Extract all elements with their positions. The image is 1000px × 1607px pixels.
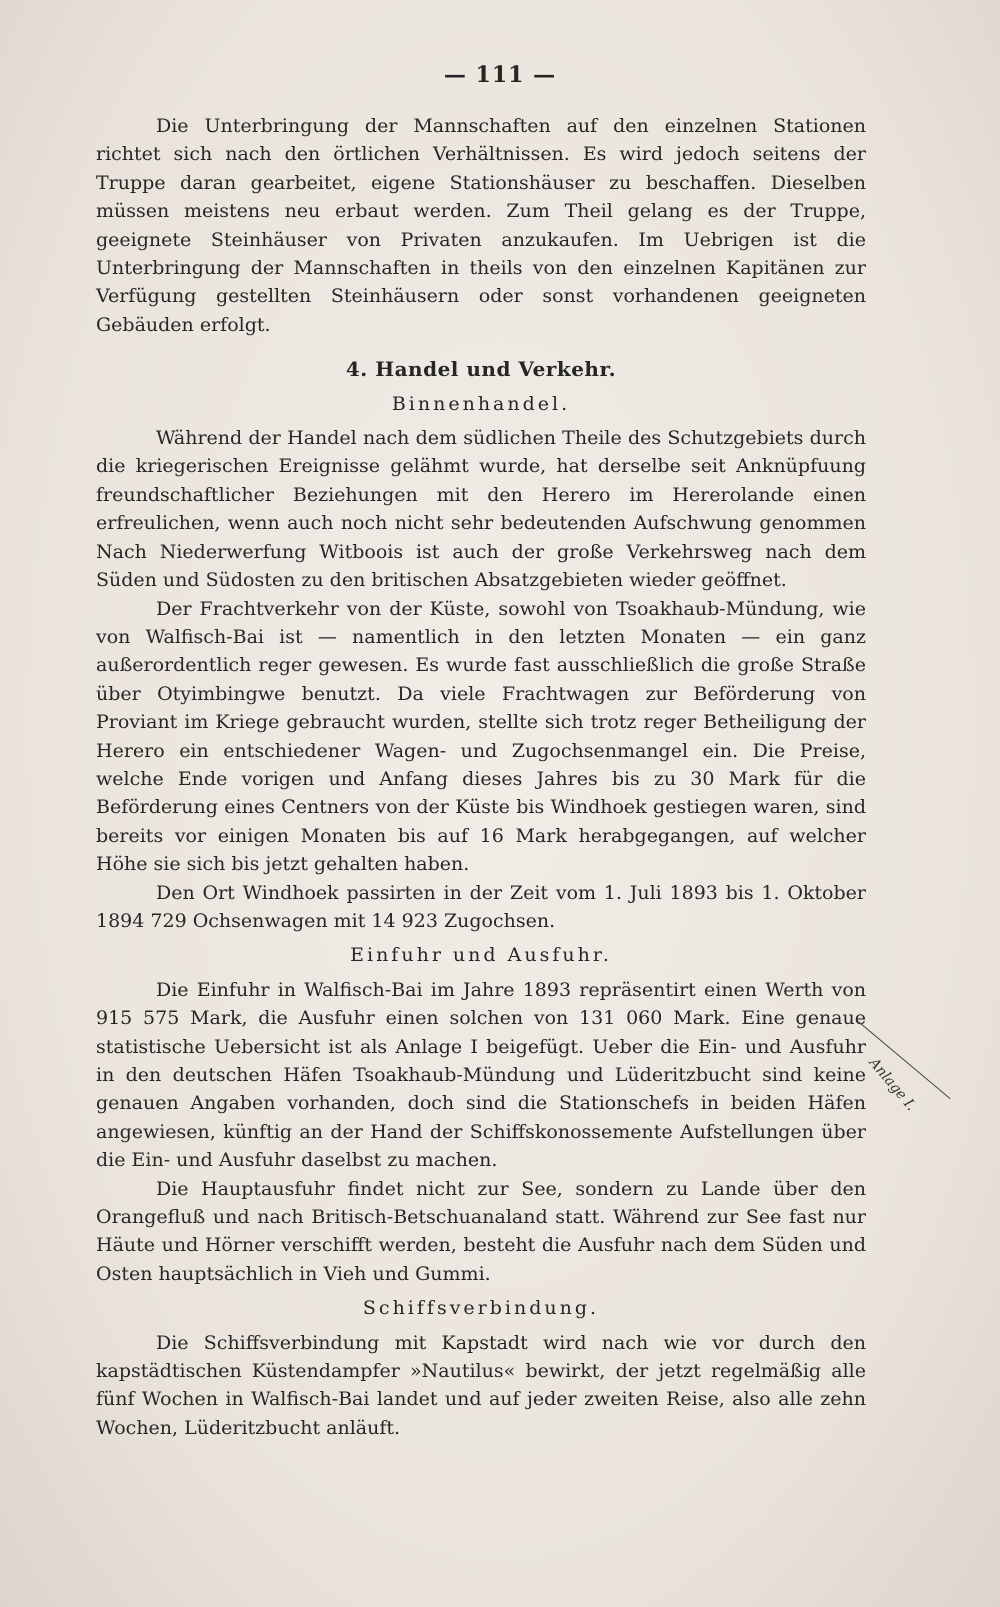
- paragraph-einfuhr: Die Einfuhr in Walfisch-Bai im Jahre 1893 repräsentirt einen Werth von 915 575 Mark, die Ausfuhr einen solchen von 131 060 Mark. Eine genaue statistische Uebersicht ist als Anlage I beigefügt. Ueber die Ein- und Ausfuhr in den deutschen Häfen Tsoakhaub-Mündung und Lüderitzbucht sind keine genauen Angaben vorhanden, doch sind die Stationschefs in beiden Häfen angewiesen, künftig an der Hand der Schiffskonossemente Aufstellungen über die Ein- und Ausfuhr daselbst zu machen.: [96, 978, 866, 1172]
- paragraph-frachtverkehr: Der Frachtverkehr von der Küste, sowohl von Tsoakhaub-Mündung, wie von Walfisch-Bai ist — namentlich in den letzten Monaten — ein ganz außerordentlich reger gewesen. Es wurde fast ausschließlich die große Straße über Otyimbingwe benutzt. Da viele Frachtwagen zur Beförderung von Proviant im Kriege gebraucht wurden, stellte sich trotz reger Betheiligung der Herero ein entschiedener Wagen- und Zugochsenmangel ein. Die Preise, welche Ende vorigen und Anfang dieses Jahres bis zu 30 Mark für die Beförderung eines Centners von der Küste bis Windhoek gestiegen waren, sind bereits vor einigen Monaten bis auf 16 Mark herabgegangen, auf welcher Höhe sie sich bis jetzt gehalten haben.: [96, 597, 866, 876]
- subheading-einfuhr-ausfuhr: Einfuhr und Ausfuhr.: [350, 944, 612, 967]
- page-body: [96, 112, 866, 1442]
- paragraph-windhoek: Den Ort Windhoek passirten in der Zeit vom 1. Juli 1893 bis 1. Oktober 1894 729 Ochsenwagen mit 14 923 Zugochsen.: [96, 881, 866, 932]
- margin-note-anlage: Anlage I.: [865, 1055, 919, 1115]
- subheading-schiffsverbindung: Schiffsverbindung.: [362, 1297, 600, 1320]
- paragraph-hauptausfuhr: Die Hauptausfuhr findet nicht zur See, sondern zu Lande über den Orangefluß und nach Britisch-Betschuanaland statt. Während zur See fast nur Häute und Hörner verschifft werden, besteht die Ausfuhr nach dem Süden und Osten hauptsächlich in Vieh und Gummi.: [96, 1177, 866, 1285]
- subheading-binnenhandel: Binnenhandel.: [391, 392, 571, 415]
- paragraph-unterbringung: Die Unterbringung der Mannschaften auf den einzelnen Stationen richtet sich nach den örtlichen Verhältnissen. Es wird jedoch seitens der Truppe daran gearbeitet, eigene Stationshäuser zu beschaffen. Dieselben müssen meistens neu erbaut werden. Zum Theil gelang es der Truppe, geeignete Steinhäuser von Privaten anzukaufen. Im Uebrigen ist die Unterbringung der Mannschaften in theils von den einzelnen Kapitänen zur Verfügung gestellten Steinhäusern oder sonst vorhandenen geeigneten Gebäuden erfolgt.: [96, 115, 866, 336]
- paragraph-schiffsverbindung: Die Schiffsverbindung mit Kapstadt wird nach wie vor durch den kapstädtischen Küstendampfer »Nautilus« bewirkt, der jetzt regelmäßig alle fünf Wochen in Walfisch-Bai landet und auf jeder zweiten Reise, also alle zehn Wochen, Lüderitzbucht anläuft.: [96, 1331, 866, 1439]
- page-number: — 111 —: [443, 62, 557, 88]
- section-heading-handel: 4. Handel und Verkehr.: [345, 357, 617, 382]
- paragraph-binnenhandel: Während der Handel nach dem südlichen Theile des Schutzgebiets durch die kriegerischen Ereignisse gelähmt wurde, hat derselbe seit Anknüpfuung freundschaftlicher Beziehungen mit den Herero im Hererolande einen erfreulichen, wenn auch noch nicht sehr bedeutenden Aufschwung genommen Nach Niederwerfung Witboois ist auch der große Verkehrsweg nach dem Süden und Südosten zu den britischen Absatzgebieten wieder geöffnet.: [96, 427, 866, 592]
